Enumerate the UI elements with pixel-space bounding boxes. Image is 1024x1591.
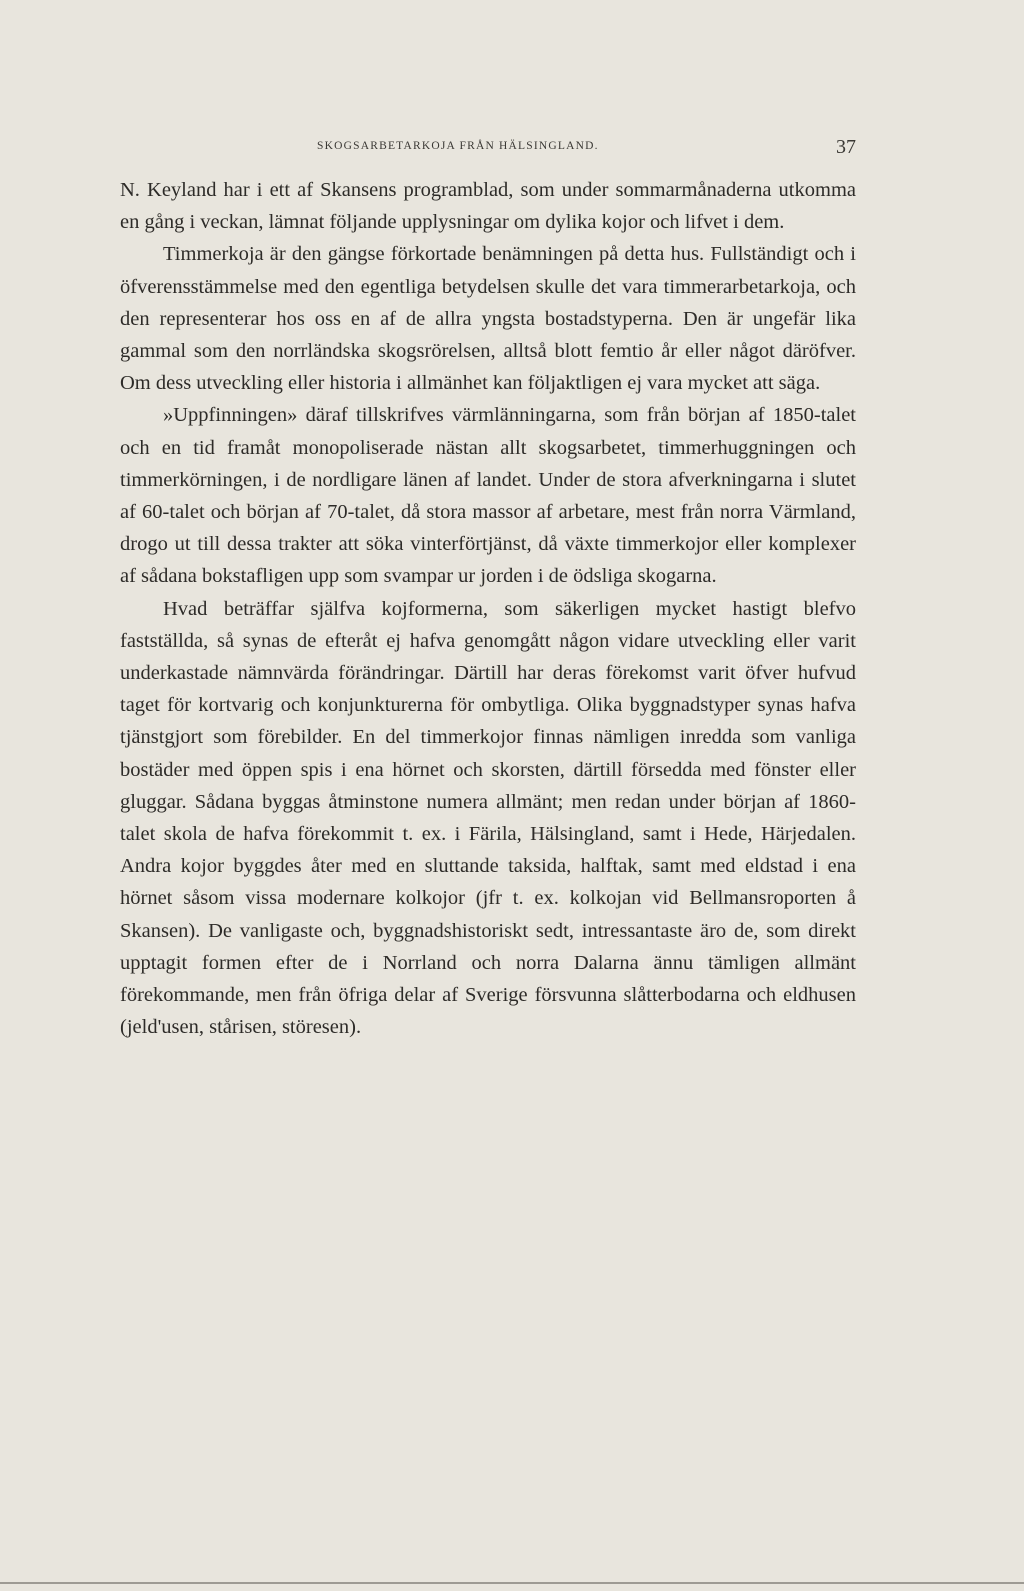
paragraph: N. Keyland har i ett af Skansens programblad, som under sommarmånaderna utkomma en gång i veckan, lämnat följande upplysningar om dylika kojor och lifvet i dem. <box>120 179 856 234</box>
paragraph: Hvad beträffar själfva kojformerna, som säkerligen mycket hastigt blefvo fastställda, så synas de efteråt ej hafva genomgått någon vidare utveckling eller varit underkastade nämnvärda förändringar. Därtill har deras förekomst varit öfver hufvud taget för kortvarig och konjunkturerna för ombytliga. Olika byggnadstyper synas hafva tjänstgjort som förebilder. En del timmerkojor finnas nämligen inredda som vanliga bostäder med öppen spis i ena hörnet och skorsten, därtill försedda med fönster eller gluggar. Sådana byggas åtminstone numera allmänt; men redan under början af 1860-talet skola de hafva förekommit t. ex. i Färila, Hälsingland, samt i Hede, Härjedalen. Andra kojor byggdes åter med en sluttande taksida, halftak, samt med eldstad i ena hörnet såsom vissa modernare kolkojor (jfr t. ex. kolkojan vid Bellmansroporten å Skansen). De vanligaste och, byggnadshistoriskt sedt, intressantaste äro de, som direkt upptagit formen efter de i Norrland och norra Dalarna ännu tämligen allmänt förekommande, men från öfriga delar af Sverige försvunna slåtterbodarna och eldhusen (jeld'usen, stårisen, störesen). <box>120 597 856 1039</box>
running-title: SKOGSARBETARKOJA FRÅN HÄLSINGLAND. <box>317 140 599 152</box>
paragraph: »Uppfinningen» däraf tillskrifves värmlänningarna, som från början af 1850-talet och en tid framåt monopoliserade nästan allt skogsarbetet, timmerhuggningen och timmerkörningen, i de nordligare länen af landet. Under de stora afverkningarna i slutet af 60-talet och början af 70-talet, då stora massor af arbetare, mest från norra Värmland, drogo ut till dessa trakter att söka vinterförtjänst, då växte timmerkojor eller komplexer af sådana bokstafligen upp som svampar ur jorden i de ödsliga skogarna. <box>120 404 856 588</box>
running-head <box>120 136 856 160</box>
body-text <box>120 174 856 1043</box>
page-edge-rule <box>0 1582 1024 1584</box>
page-number: 37 <box>836 136 856 158</box>
paragraph: Timmerkoja är den gängse förkortade benämningen på detta hus. Fullständigt och i öfverensstämmelse med den egentliga betydelsen skulle det vara timmerarbetarkoja, och den representerar hos oss en af de allra yngsta bostadstyperna. Den är ungefär lika gammal som den norrländska skogsrörelsen, alltså blott femtio år eller något däröfver. Om dess utveckling eller historia i allmänhet kan följaktligen ej vara mycket att säga. <box>120 243 856 395</box>
